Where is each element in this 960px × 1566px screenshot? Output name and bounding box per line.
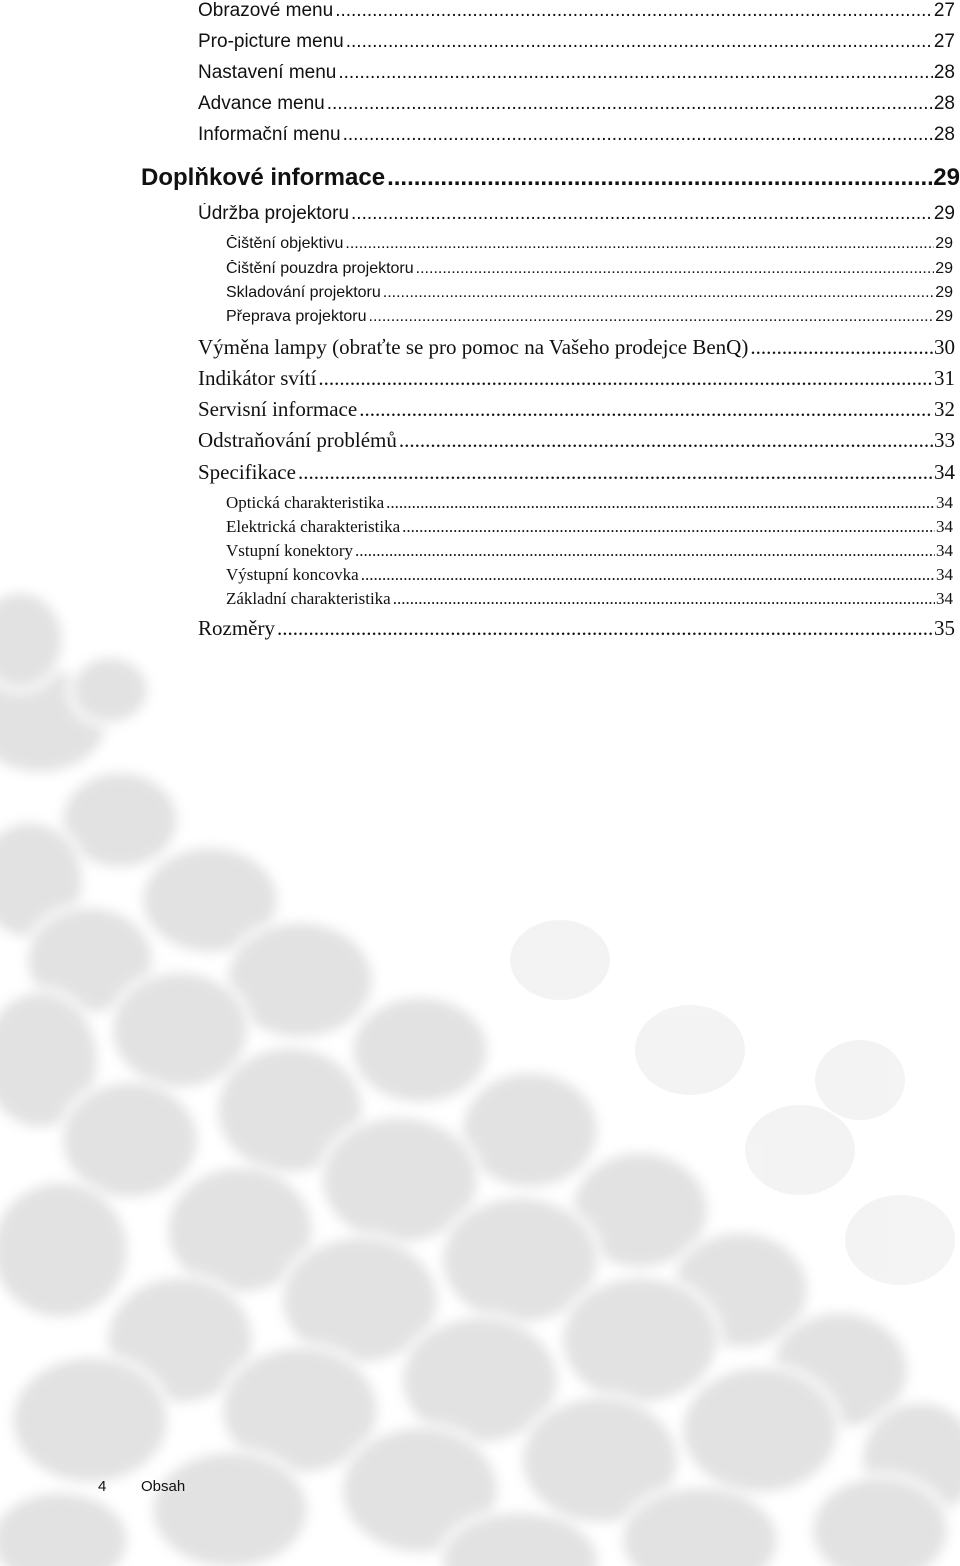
toc-entry-page: 28 <box>933 124 955 145</box>
toc-entry-label: Indikátor svítí <box>198 366 317 390</box>
toc-entry-label: Doplňkové informace <box>141 164 386 191</box>
toc-entry-page: 27 <box>933 0 955 21</box>
toc-entry[interactable] <box>198 397 955 423</box>
toc-dot-leader <box>399 428 933 453</box>
toc-entry-label: Výstupní koncovka <box>226 565 359 584</box>
toc-entry-label: Rozměry <box>198 616 275 640</box>
toc-dot-leader <box>355 541 935 561</box>
toc-entry[interactable] <box>198 0 955 24</box>
toc-dot-leader <box>402 517 935 537</box>
toc-entry-page: 34 <box>936 589 953 608</box>
toc-dot-leader <box>346 31 933 53</box>
toc-entry-page: 31 <box>934 366 955 390</box>
toc-entry-label: Informační menu <box>198 124 341 145</box>
toc-dot-leader <box>343 124 933 146</box>
toc-entry-page: 32 <box>934 397 955 421</box>
page-footer <box>98 1478 185 1495</box>
toc-entry-label: Pro-picture menu <box>198 31 344 52</box>
toc-entry-label: Čištění objektivu <box>226 235 344 252</box>
toc-entry-page: 34 <box>936 565 953 584</box>
toc-entry[interactable] <box>198 428 955 454</box>
toc-entry-label: Optická charakteristika <box>226 493 385 512</box>
toc-subentry[interactable] <box>226 493 953 514</box>
toc-entry-page: 34 <box>936 541 953 560</box>
toc-dot-leader <box>351 203 933 225</box>
toc-subentry[interactable] <box>226 235 953 255</box>
toc-entry-page: 29 <box>935 260 953 277</box>
toc-entry[interactable] <box>198 460 955 486</box>
toc-entry-page: 33 <box>934 428 955 452</box>
toc-entry[interactable] <box>198 366 955 392</box>
toc-entry-label: Čištění pouzdra projektoru <box>226 260 414 277</box>
toc-entry-page: 29 <box>935 308 953 325</box>
toc-entry-page: 30 <box>934 335 955 359</box>
toc-dot-leader <box>750 335 933 360</box>
toc-dot-leader <box>327 93 933 115</box>
toc-entry-label: Výměna lampy (obraťte se pro pomoc na Vašeho prodejce BenQ) <box>198 335 749 359</box>
toc-entry[interactable] <box>198 62 955 86</box>
toc-entry[interactable] <box>198 93 955 117</box>
toc-entry-page: 29 <box>933 164 960 191</box>
toc-subentry[interactable] <box>226 589 953 610</box>
toc-chapter-entry[interactable] <box>141 164 960 194</box>
toc-entry-label: Přeprava projektoru <box>226 308 367 325</box>
toc-entry-label: Vstupní konektory <box>226 541 354 560</box>
toc-entry-label: Skladování projektoru <box>226 284 381 301</box>
toc-entry-page: 29 <box>935 235 953 252</box>
toc-dot-leader <box>383 284 934 302</box>
toc-entry-label: Údržba projektoru <box>198 203 350 224</box>
toc-entry-label: Základní charakteristika <box>226 589 391 608</box>
toc-dot-leader <box>369 308 935 326</box>
toc-subentry[interactable] <box>226 260 953 280</box>
toc-dot-leader <box>387 164 932 192</box>
toc-entry-page: 28 <box>933 93 955 114</box>
toc-entry[interactable] <box>198 124 955 148</box>
toc-entry-label: Elektrická charakteristika <box>226 517 401 536</box>
toc-entry-label: Odstraňování problémů <box>198 428 397 452</box>
toc-dot-leader <box>359 397 933 422</box>
toc-subentry[interactable] <box>226 541 953 562</box>
toc-entry-page: 35 <box>934 616 955 640</box>
toc-dot-leader <box>416 260 935 278</box>
toc-entry-page: 34 <box>936 517 953 536</box>
toc-entry-page: 29 <box>935 284 953 301</box>
section-name: Obsah <box>141 1478 186 1495</box>
toc-dot-leader <box>318 366 933 391</box>
toc-entry-label: Specifikace <box>198 460 296 484</box>
page-number: 4 <box>98 1478 107 1495</box>
toc-entry-page: 34 <box>934 460 955 484</box>
toc-dot-leader <box>345 235 934 253</box>
toc-entry-page: 27 <box>933 31 955 52</box>
toc-subentry[interactable] <box>226 565 953 586</box>
toc-subentry[interactable] <box>226 308 953 328</box>
toc-entry-page: 29 <box>933 203 955 224</box>
toc-entry[interactable] <box>198 335 955 361</box>
toc-entry-label: Servisní informace <box>198 397 358 421</box>
toc-dot-leader <box>393 589 935 609</box>
toc-dot-leader <box>298 460 933 485</box>
toc-dot-leader <box>277 616 933 641</box>
toc-entry[interactable] <box>198 31 955 55</box>
toc-dot-leader <box>361 565 935 585</box>
toc-entry[interactable] <box>198 616 955 642</box>
toc-entry-label: Advance menu <box>198 93 325 114</box>
toc-dot-leader <box>338 62 933 84</box>
toc-subentry[interactable] <box>226 517 953 538</box>
toc-entry-page: 28 <box>933 62 955 83</box>
toc-subentry[interactable] <box>226 284 953 304</box>
toc-dot-leader <box>386 493 935 513</box>
toc-entry-page: 34 <box>936 493 953 512</box>
toc-dot-leader <box>335 0 933 22</box>
toc-entry-label: Obrazové menu <box>198 0 334 21</box>
toc-entry[interactable] <box>198 203 955 227</box>
toc-entry-label: Nastavení menu <box>198 62 337 83</box>
